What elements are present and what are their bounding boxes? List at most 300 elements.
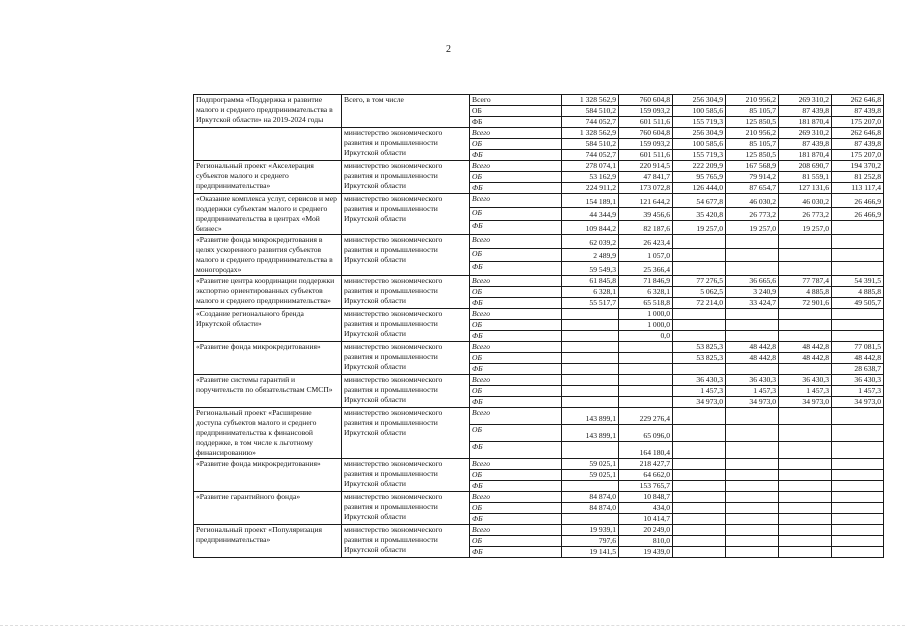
program-name-cell [194, 128, 342, 161]
funding-source-cell: ФБ [470, 150, 562, 161]
amount-cell [726, 331, 779, 342]
amount-cell: 19 257,0 [673, 221, 726, 235]
amount-cell [779, 408, 832, 425]
amount-cell [673, 248, 726, 262]
amount-cell: 1 328 562,9 [562, 128, 619, 139]
amount-cell: 53 825,3 [673, 342, 726, 353]
amount-cell [832, 503, 884, 514]
amount-cell: 85 105,7 [726, 139, 779, 150]
amount-cell: 760 604,8 [619, 128, 673, 139]
amount-cell [832, 320, 884, 331]
amount-cell: 84 874,0 [562, 503, 619, 514]
amount-cell: 164 180,4 [619, 442, 673, 459]
amount-cell: 1 000,0 [619, 309, 673, 320]
amount-cell [673, 470, 726, 481]
program-name-cell: «Развитие фонда микрокредитования» [194, 459, 342, 492]
funding-source-cell: ФБ [470, 262, 562, 276]
amount-cell: 0,0 [619, 331, 673, 342]
amount-cell [673, 320, 726, 331]
amount-cell: 81 252,8 [832, 172, 884, 183]
amount-cell [619, 375, 673, 386]
funding-source-cell: ФБ [470, 364, 562, 375]
amount-cell [832, 492, 884, 503]
amount-cell: 28 638,7 [832, 364, 884, 375]
funding-source-cell: Всего [470, 194, 562, 208]
amount-cell [726, 309, 779, 320]
amount-cell: 1 457,3 [673, 386, 726, 397]
responsible-cell: министерство экономического развития и промышленности Иркутской области [342, 492, 470, 525]
amount-cell: 181 870,4 [779, 150, 832, 161]
amount-cell: 269 310,2 [779, 128, 832, 139]
table-row [194, 408, 884, 425]
amount-cell: 54 391,5 [832, 276, 884, 287]
amount-cell [619, 353, 673, 364]
funding-source-cell: ФБ [470, 442, 562, 459]
amount-cell: 72 214,0 [673, 298, 726, 309]
amount-cell: 175 207,0 [832, 150, 884, 161]
amount-cell: 26 423,4 [619, 235, 673, 249]
responsible-cell: Всего, в том числе [342, 95, 470, 128]
amount-cell: 26 466,9 [832, 194, 884, 208]
amount-cell [779, 459, 832, 470]
funding-source-cell: Всего [470, 492, 562, 503]
amount-cell: 44 344,9 [562, 207, 619, 221]
amount-cell [832, 514, 884, 525]
amount-cell: 36 430,3 [726, 375, 779, 386]
amount-cell: 6 328,1 [619, 287, 673, 298]
amount-cell [832, 481, 884, 492]
amount-cell [726, 514, 779, 525]
funding-source-cell: Всего [470, 342, 562, 353]
amount-cell: 10 414,7 [619, 514, 673, 525]
amount-cell: 87 654,7 [726, 183, 779, 194]
amount-cell: 26 466,9 [832, 207, 884, 221]
amount-cell: 4 885,8 [779, 287, 832, 298]
amount-cell [673, 492, 726, 503]
amount-cell: 59 025,1 [562, 470, 619, 481]
amount-cell: 19 141,5 [562, 547, 619, 558]
amount-cell: 34 973,0 [673, 397, 726, 408]
funding-source-cell: Всего [470, 459, 562, 470]
amount-cell: 797,6 [562, 536, 619, 547]
amount-cell: 175 207,0 [832, 117, 884, 128]
amount-cell: 48 442,8 [832, 353, 884, 364]
amount-cell [726, 248, 779, 262]
program-name-cell: Региональный проект «Акселерация субъектов малого и среднего предпринимательства» [194, 161, 342, 194]
table-row [194, 128, 884, 139]
funding-source-cell: ФБ [470, 397, 562, 408]
amount-cell [779, 442, 832, 459]
amount-cell [673, 442, 726, 459]
amount-cell: 210 956,2 [726, 95, 779, 106]
table-row [194, 459, 884, 470]
amount-cell: 109 844,2 [562, 221, 619, 235]
amount-cell [832, 547, 884, 558]
amount-cell [779, 331, 832, 342]
amount-cell [779, 364, 832, 375]
funding-source-cell: Всего [470, 525, 562, 536]
table-row [194, 194, 884, 208]
amount-cell: 262 646,8 [832, 128, 884, 139]
funding-source-cell: ФБ [470, 221, 562, 235]
funding-source-cell: ОБ [470, 172, 562, 183]
amount-cell [779, 481, 832, 492]
amount-cell [619, 397, 673, 408]
amount-cell [562, 342, 619, 353]
amount-cell [726, 408, 779, 425]
amount-cell: 34 973,0 [779, 397, 832, 408]
amount-cell: 19 257,0 [779, 221, 832, 235]
amount-cell [779, 425, 832, 442]
amount-cell: 208 690,7 [779, 161, 832, 172]
amount-cell [562, 331, 619, 342]
amount-cell: 48 442,8 [779, 353, 832, 364]
amount-cell [562, 309, 619, 320]
responsible-cell: министерство экономического развития и промышленности Иркутской области [342, 309, 470, 342]
table-row [194, 525, 884, 536]
amount-cell: 4 885,8 [832, 287, 884, 298]
amount-cell: 82 187,6 [619, 221, 673, 235]
amount-cell [673, 235, 726, 249]
amount-cell: 72 901,6 [779, 298, 832, 309]
amount-cell: 155 719,3 [673, 150, 726, 161]
amount-cell: 159 093,2 [619, 106, 673, 117]
amount-cell: 194 370,2 [832, 161, 884, 172]
amount-cell [673, 514, 726, 525]
amount-cell: 1 000,0 [619, 320, 673, 331]
funding-source-cell: ОБ [470, 470, 562, 481]
amount-cell: 601 511,6 [619, 150, 673, 161]
amount-cell: 48 442,8 [779, 342, 832, 353]
amount-cell: 61 845,8 [562, 276, 619, 287]
table-row [194, 342, 884, 353]
amount-cell: 36 665,6 [726, 276, 779, 287]
table-row [194, 235, 884, 249]
amount-cell: 33 424,7 [726, 298, 779, 309]
amount-cell [779, 262, 832, 276]
amount-cell: 46 030,2 [726, 194, 779, 208]
amount-cell: 46 030,2 [779, 194, 832, 208]
amount-cell: 143 899,1 [562, 425, 619, 442]
amount-cell: 810,0 [619, 536, 673, 547]
amount-cell: 113 117,4 [832, 183, 884, 194]
amount-cell [562, 514, 619, 525]
amount-cell: 434,0 [619, 503, 673, 514]
responsible-cell: министерство экономического развития и промышленности Иркутской области [342, 525, 470, 558]
program-name-cell: «Развитие системы гарантий и поручительств по обязательствам СМСП» [194, 375, 342, 408]
program-name-cell: «Создание регионального бренда Иркутской области» [194, 309, 342, 342]
amount-cell [726, 481, 779, 492]
amount-cell: 36 430,3 [779, 375, 832, 386]
table-row [194, 276, 884, 287]
amount-cell [562, 320, 619, 331]
amount-cell: 1 057,0 [619, 248, 673, 262]
amount-cell: 3 240,9 [726, 287, 779, 298]
amount-cell [832, 331, 884, 342]
amount-cell: 601 511,6 [619, 117, 673, 128]
responsible-cell: министерство экономического развития и промышленности Иркутской области [342, 375, 470, 408]
responsible-cell: министерство экономического развития и промышленности Иркутской области [342, 194, 470, 235]
program-name-cell: Региональный проект «Популяризация предпринимательства» [194, 525, 342, 558]
responsible-cell: министерство экономического развития и промышленности Иркутской области [342, 408, 470, 459]
amount-cell: 126 444,0 [673, 183, 726, 194]
program-name-cell: «Развитие гарантийного фонда» [194, 492, 342, 525]
amount-cell: 19 257,0 [726, 221, 779, 235]
amount-cell: 167 568,9 [726, 161, 779, 172]
amount-cell: 173 072,8 [619, 183, 673, 194]
program-name-cell: Подпрограмма «Поддержка и развитие малого и среднего предпринимательства в Иркутской области» на 2019-2024 годы [194, 95, 342, 128]
amount-cell [726, 262, 779, 276]
funding-source-cell: ОБ [470, 536, 562, 547]
amount-cell: 584 510,2 [562, 106, 619, 117]
amount-cell: 95 765,9 [673, 172, 726, 183]
amount-cell: 121 644,2 [619, 194, 673, 208]
amount-cell: 48 442,8 [726, 342, 779, 353]
amount-cell [779, 248, 832, 262]
amount-cell [779, 470, 832, 481]
amount-cell [673, 481, 726, 492]
amount-cell: 100 585,6 [673, 139, 726, 150]
amount-cell: 59 025,1 [562, 459, 619, 470]
amount-cell [726, 320, 779, 331]
amount-cell: 744 052,7 [562, 117, 619, 128]
amount-cell: 71 846,9 [619, 276, 673, 287]
amount-cell [673, 309, 726, 320]
funding-source-cell: ОБ [470, 353, 562, 364]
amount-cell: 47 841,7 [619, 172, 673, 183]
responsible-cell: министерство экономического развития и промышленности Иркутской области [342, 235, 470, 276]
amount-cell [726, 442, 779, 459]
amount-cell: 20 249,0 [619, 525, 673, 536]
responsible-cell: министерство экономического развития и промышленности Иркутской области [342, 459, 470, 492]
funding-source-cell: Всего [470, 276, 562, 287]
amount-cell: 34 973,0 [726, 397, 779, 408]
amount-cell: 34 973,0 [832, 397, 884, 408]
funding-source-cell: ОБ [470, 207, 562, 221]
table-row [194, 492, 884, 503]
amount-cell [562, 442, 619, 459]
amount-cell: 49 505,7 [832, 298, 884, 309]
funding-source-cell: ФБ [470, 481, 562, 492]
amount-cell: 55 517,7 [562, 298, 619, 309]
amount-cell [832, 470, 884, 481]
amount-cell: 125 850,5 [726, 117, 779, 128]
funding-source-cell: ОБ [470, 106, 562, 117]
amount-cell: 278 074,1 [562, 161, 619, 172]
program-name-cell: «Оказание комплекса услуг, сервисов и мер поддержки субъектам малого и среднего предпринимательства в центрах «Мой бизнес» [194, 194, 342, 235]
amount-cell: 100 585,6 [673, 106, 726, 117]
responsible-cell: министерство экономического развития и промышленности Иркутской области [342, 161, 470, 194]
amount-cell: 85 105,7 [726, 106, 779, 117]
amount-cell [832, 262, 884, 276]
funding-source-cell: ФБ [470, 547, 562, 558]
program-name-cell: «Развитие фонда микрокредитования в целях ускоренного развития субъектов малого и среднего предпринимательства в моногородах» [194, 235, 342, 276]
amount-cell: 65 096,0 [619, 425, 673, 442]
funding-source-cell: Всего [470, 161, 562, 172]
amount-cell: 744 052,7 [562, 150, 619, 161]
program-name-cell: «Развитие фонда микрокредитования» [194, 342, 342, 375]
amount-cell: 48 442,8 [726, 353, 779, 364]
amount-cell [562, 375, 619, 386]
amount-cell: 125 850,5 [726, 150, 779, 161]
amount-cell: 26 773,2 [726, 207, 779, 221]
amount-cell: 256 304,9 [673, 95, 726, 106]
amount-cell [779, 503, 832, 514]
amount-cell: 218 427,7 [619, 459, 673, 470]
responsible-cell: министерство экономического развития и промышленности Иркутской области [342, 128, 470, 161]
amount-cell [779, 536, 832, 547]
amount-cell: 84 874,0 [562, 492, 619, 503]
amount-cell [562, 353, 619, 364]
amount-cell [779, 547, 832, 558]
amount-cell [832, 248, 884, 262]
funding-source-cell: ОБ [470, 320, 562, 331]
amount-cell: 154 189,1 [562, 194, 619, 208]
amount-cell [726, 525, 779, 536]
amount-cell [832, 425, 884, 442]
amount-cell [726, 459, 779, 470]
amount-cell [779, 492, 832, 503]
amount-cell: 584 510,2 [562, 139, 619, 150]
funding-source-cell: Всего [470, 408, 562, 425]
amount-cell: 127 131,6 [779, 183, 832, 194]
budget-table [193, 94, 884, 558]
amount-cell [779, 514, 832, 525]
amount-cell: 62 039,2 [562, 235, 619, 249]
amount-cell: 35 420,8 [673, 207, 726, 221]
funding-source-cell: ОБ [470, 386, 562, 397]
amount-cell: 77 787,4 [779, 276, 832, 287]
table-row [194, 161, 884, 172]
funding-source-cell: ФБ [470, 183, 562, 194]
amount-cell: 262 646,8 [832, 95, 884, 106]
amount-cell [726, 425, 779, 442]
amount-cell: 153 765,7 [619, 481, 673, 492]
amount-cell: 87 439,8 [832, 106, 884, 117]
funding-source-cell: ОБ [470, 425, 562, 442]
funding-source-cell: ОБ [470, 503, 562, 514]
program-name-cell: Региональный проект «Расширение доступа субъектов малого и среднего предпринимательства к финансовой поддержке, в том числе к льготному финансированию» [194, 408, 342, 459]
amount-cell: 53 162,9 [562, 172, 619, 183]
program-name-cell: «Развитие центра координации поддержки экспортно ориентированных субъектов малого и среднего предпринимательства» [194, 276, 342, 309]
amount-cell: 224 911,2 [562, 183, 619, 194]
amount-cell: 54 677,8 [673, 194, 726, 208]
amount-cell: 25 366,4 [619, 262, 673, 276]
amount-cell [832, 442, 884, 459]
amount-cell [779, 235, 832, 249]
table-row [194, 375, 884, 386]
amount-cell: 2 489,9 [562, 248, 619, 262]
amount-cell: 65 518,8 [619, 298, 673, 309]
amount-cell: 6 328,1 [562, 287, 619, 298]
amount-cell: 77 276,5 [673, 276, 726, 287]
amount-cell: 760 604,8 [619, 95, 673, 106]
funding-source-cell: ОБ [470, 139, 562, 150]
amount-cell [673, 525, 726, 536]
amount-cell: 256 304,9 [673, 128, 726, 139]
amount-cell [619, 386, 673, 397]
amount-cell [832, 221, 884, 235]
funding-source-cell: Всего [470, 95, 562, 106]
amount-cell: 1 457,3 [779, 386, 832, 397]
amount-cell: 1 457,3 [726, 386, 779, 397]
amount-cell: 1 457,3 [832, 386, 884, 397]
amount-cell [779, 320, 832, 331]
amount-cell [726, 492, 779, 503]
amount-cell: 10 848,7 [619, 492, 673, 503]
amount-cell [562, 386, 619, 397]
amount-cell: 269 310,2 [779, 95, 832, 106]
amount-cell [726, 547, 779, 558]
scan-bottom-edge [0, 625, 905, 640]
table-row [194, 95, 884, 106]
amount-cell [673, 408, 726, 425]
amount-cell [779, 525, 832, 536]
amount-cell [832, 309, 884, 320]
amount-cell [726, 536, 779, 547]
amount-cell: 39 456,6 [619, 207, 673, 221]
amount-cell [673, 536, 726, 547]
amount-cell: 220 914,5 [619, 161, 673, 172]
amount-cell [673, 331, 726, 342]
amount-cell [673, 503, 726, 514]
amount-cell: 81 559,1 [779, 172, 832, 183]
funding-source-cell: Всего [470, 375, 562, 386]
responsible-cell: министерство экономического развития и промышленности Иркутской области [342, 276, 470, 309]
amount-cell: 26 773,2 [779, 207, 832, 221]
amount-cell [832, 235, 884, 249]
amount-cell: 229 276,4 [619, 408, 673, 425]
amount-cell: 64 662,0 [619, 470, 673, 481]
amount-cell: 155 719,3 [673, 117, 726, 128]
amount-cell: 210 956,2 [726, 128, 779, 139]
amount-cell: 36 430,3 [832, 375, 884, 386]
amount-cell: 36 430,3 [673, 375, 726, 386]
amount-cell: 79 914,2 [726, 172, 779, 183]
amount-cell [673, 459, 726, 470]
amount-cell [832, 408, 884, 425]
amount-cell: 159 093,2 [619, 139, 673, 150]
amount-cell: 87 439,8 [779, 139, 832, 150]
amount-cell [726, 364, 779, 375]
amount-cell: 77 081,5 [832, 342, 884, 353]
amount-cell [726, 235, 779, 249]
amount-cell: 87 439,8 [779, 106, 832, 117]
amount-cell [832, 459, 884, 470]
amount-cell [562, 364, 619, 375]
amount-cell: 222 209,9 [673, 161, 726, 172]
amount-cell [619, 364, 673, 375]
amount-cell [673, 364, 726, 375]
amount-cell: 53 825,3 [673, 353, 726, 364]
amount-cell [673, 547, 726, 558]
table-row [194, 309, 884, 320]
amount-cell [832, 536, 884, 547]
funding-source-cell: ФБ [470, 298, 562, 309]
amount-cell [673, 425, 726, 442]
amount-cell: 5 062,5 [673, 287, 726, 298]
funding-source-cell: ОБ [470, 248, 562, 262]
amount-cell [779, 309, 832, 320]
amount-cell: 19 939,1 [562, 525, 619, 536]
funding-source-cell: Всего [470, 128, 562, 139]
amount-cell [619, 342, 673, 353]
amount-cell [726, 470, 779, 481]
funding-source-cell: ОБ [470, 287, 562, 298]
funding-source-cell: Всего [470, 309, 562, 320]
amount-cell: 143 899,1 [562, 408, 619, 425]
funding-source-cell: Всего [470, 235, 562, 249]
